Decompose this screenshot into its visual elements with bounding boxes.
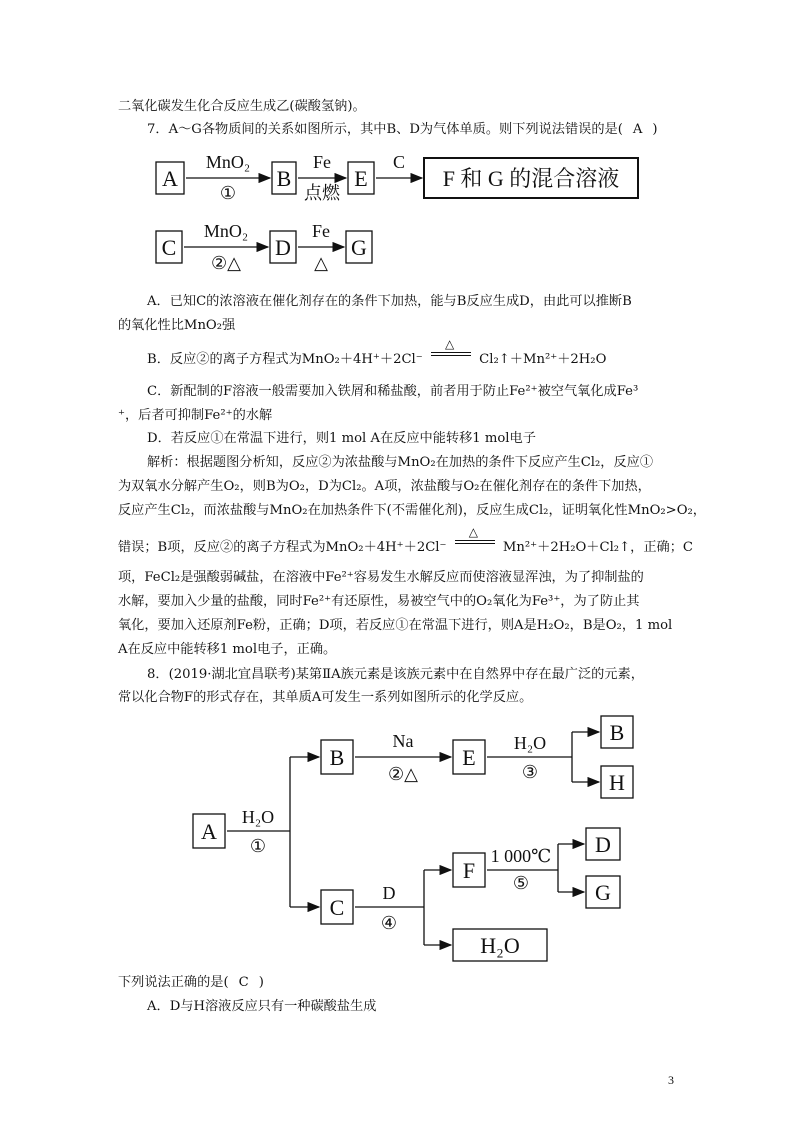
label-r5: ⑤ [512,873,530,893]
analysis-line: 为双氧水分解产生O₂，则B为O₂，D为Cl₂。A项，浓盐酸与O₂在催化剂存在的条件下加热， [118,479,651,494]
node-H: H [609,770,625,795]
analysis-line: 反应产生Cl₂，而浓盐酸与MnO₂在加热条件下(不需催化剂)，反应生成Cl₂，证明氧化性MnO₂>O₂， [118,503,706,518]
label-r3: ③ [521,762,539,782]
node-G: G [351,235,367,260]
analysis-line: 氧化，要加入还原剂Fe粉，正确；D项，若反应①在常温下进行，则A是H₂O₂，B是O₂，1 mol [118,618,673,633]
label-c: C [392,152,406,172]
label-r2: ②△ [388,764,418,784]
label-h2o-1: H₂O [241,807,275,827]
node-F: F [462,858,476,883]
answer-8: C [238,975,249,990]
node-D: D [595,832,611,857]
label-r1: ① [219,183,237,203]
equilibrium-arrow: △ [455,537,495,551]
label-mno2: MnO₂ [205,152,251,172]
node-E: E [462,745,476,770]
node-FG: F 和 G 的混合溶液 [442,166,620,191]
node-D: D [275,235,291,260]
node-B: B [276,166,292,191]
analysis-line: 解析：根据题图分析知，反应②为浓盐酸与MnO₂在加热的条件下反应产生Cl₂，反应① [147,455,654,470]
node-C: C [329,895,345,920]
label-heat: △ [314,253,328,273]
label-r2: ②△ [211,253,241,273]
page-number: 3 [668,1073,674,1087]
option-D: D．若反应①在常温下进行，则1 mol A在反应中能转移1 mol电子 [147,431,536,446]
node-B-product: B [609,720,625,745]
label-r4: ④ [380,913,398,933]
analysis-line: A在反应中能转移1 mol电子，正确。 [118,642,337,657]
equilibrium-arrow: △ [431,349,471,363]
node-B: B [329,745,345,770]
label-fe: Fe [313,152,331,172]
option-B: B．反应②的离子方程式为MnO₂＋4H⁺＋2Cl⁻ △ Cl₂↑＋Mn²⁺＋2H₂O [147,337,607,367]
analysis-line: 错误；B项，反应②的离子方程式为MnO₂＋4H⁺＋2Cl⁻ △ Mn²⁺＋2H₂O＋Cl₂↑，正确；C [118,525,693,555]
label-d: D [382,883,396,903]
answer-7: A [632,122,643,137]
question-7: 7．A～G各物质间的关系如图所示，其中B、D为气体单质。则下列说法错误的是( A ) [147,122,658,137]
node-E: E [354,166,368,191]
node-G: G [595,880,611,905]
question-8-cont: 常以化合物F的形式存在，其单质A可发生一系列如图所示的化学反应。 [118,690,533,705]
analysis-line: 项，FeCl₂是强酸弱碱盐，在溶液中Fe²⁺容易发生水解反应而使溶液显浑浊，为了抑制盐的 [118,570,644,585]
analysis-line: 水解，要加入少量的盐酸，同时Fe²⁺有还原性，易被空气中的O₂氧化为Fe³⁺，为了防止其 [118,594,640,609]
label-fe-2: Fe [312,221,330,241]
option-C-cont: ⁺，后者可抑制Fe²⁺的水解 [118,408,273,423]
text-line: 二氧化碳发生化合反应生成乙(碳酸氢钠)。 [118,99,366,114]
label-h2o-3: H₂O [513,733,547,753]
option-A-q8: A．D与H溶液反应只有一种碳酸盐生成 [147,999,377,1014]
label-r1: ① [249,836,267,856]
label-na: Na [392,731,414,751]
question-8: 8．(2019·湖北宜昌联考)某第ⅡA族元素是该族元素中在自然界中存在最广泛的元素， [147,667,644,682]
option-A: A．已知C的浓溶液在催化剂存在的条件下加热，能与B反应生成D，由此可以推断B [147,294,632,309]
node-A: A [162,166,178,191]
node-H2O: H₂O [480,933,520,958]
label-ignite: 点燃 [304,183,340,203]
node-A: A [201,819,217,844]
label-mno2-2: MnO₂ [203,221,249,241]
node-C: C [161,235,177,260]
label-temp: 1 000℃ [490,846,552,866]
question-8-prompt: 下列说法正确的是( C ) [118,975,264,990]
option-A-cont: 的氧化性比MnO₂强 [118,318,236,333]
option-C: C．新配制的F溶液一般需要加入铁屑和稀盐酸，前者用于防止Fe²⁺被空气氧化成Fe³ [147,384,639,399]
